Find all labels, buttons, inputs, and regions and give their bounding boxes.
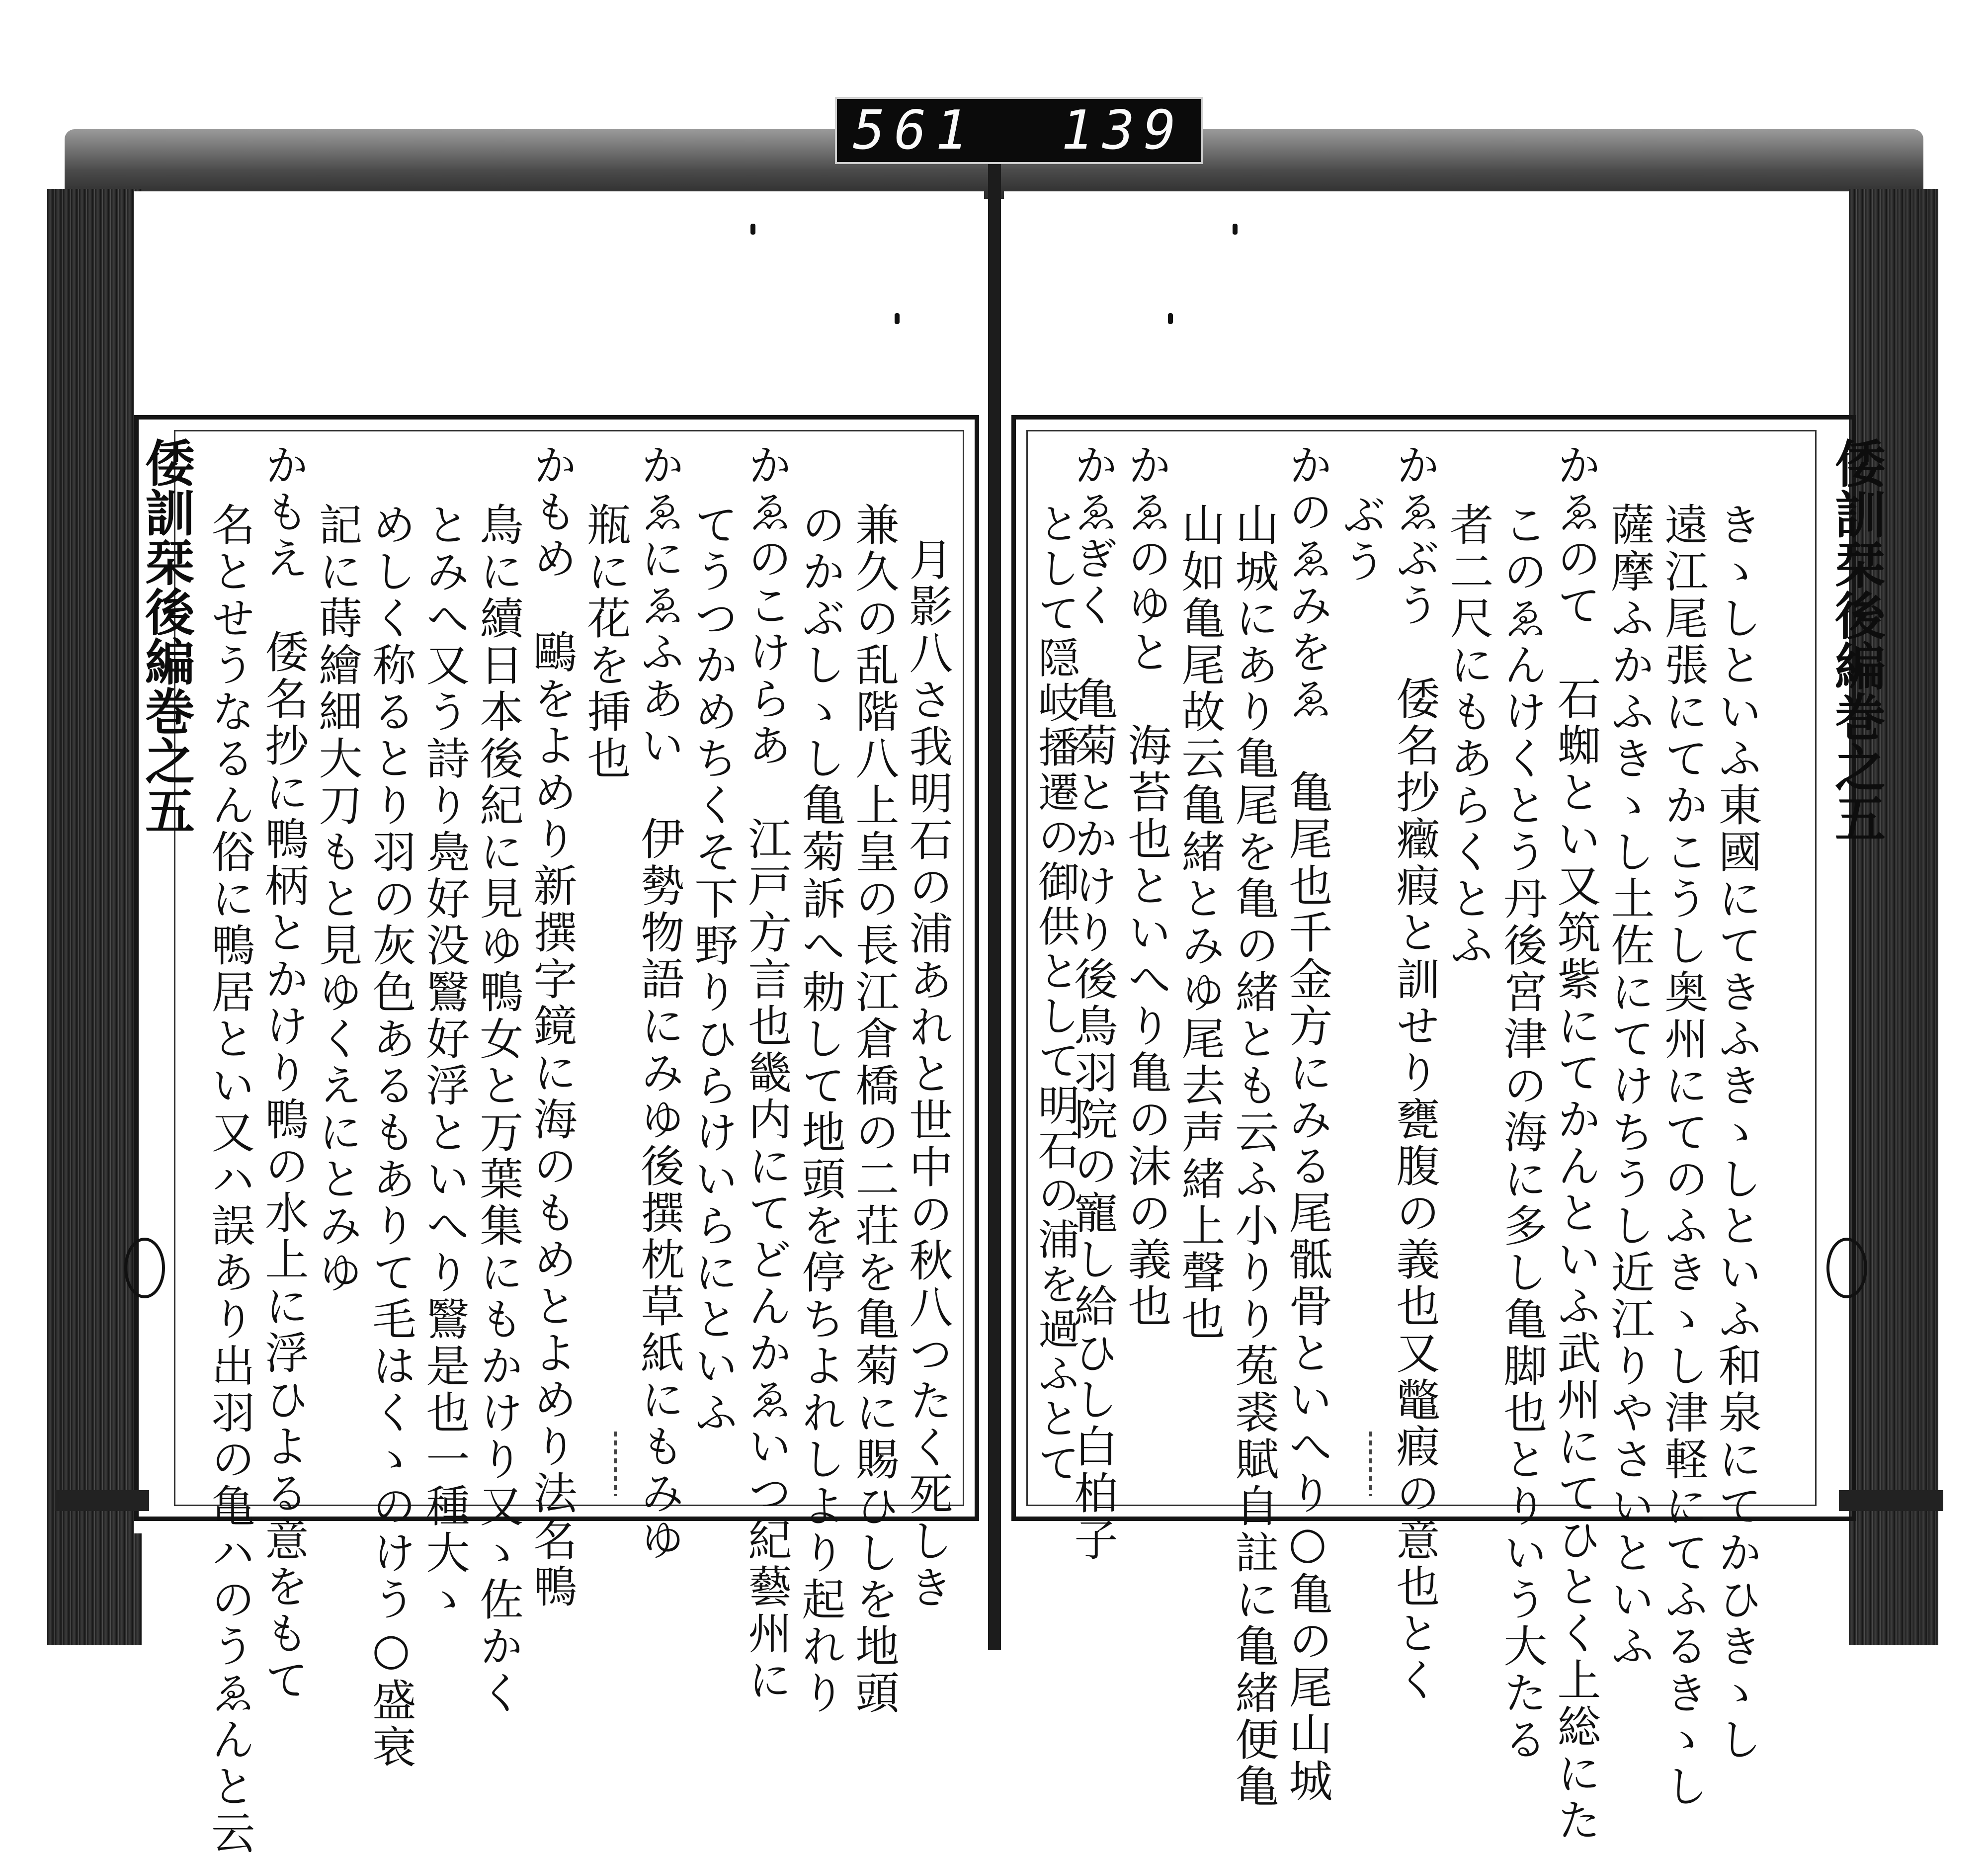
left-col-10: とみへ又う詩り鳧好没鷖好浮といへり鷖是也一種大ゝ — [419, 502, 471, 1623]
left-col-9: 鳥に續日本後紀に見ゆ鴨女と万葉集にもかけり又ゝ佐かく — [473, 502, 524, 1717]
catalog-number-b: 139 — [1061, 99, 1185, 162]
right-col-4: かゑのて 石蜘とい又筑紫にてかんといふ武州にてひとく上総にた — [1550, 442, 1602, 1844]
left-col-14: 名とせうなるん俗に鴨居とい又ハ誤あり出羽の亀ハのうゑんと云 — [204, 502, 256, 1857]
left-col-7: 瓶に花を挿也 — [580, 502, 632, 782]
right-binding-band — [1839, 1490, 1943, 1511]
right-page-stack — [1849, 189, 1938, 1645]
left-col-8: かもめ 鷗をよめり新撰字鏡に海のもめとよめり法名鴨 — [526, 442, 578, 1610]
page-edge-circle — [124, 1238, 165, 1298]
left-col-2: 兼久の乱階八上皇の長江倉橋の二荘を亀菊に賜ひしを地頭 — [848, 502, 900, 1717]
right-col-5: このゑんけくとう丹後宮津の海に多し亀脚也とりいう大たる — [1496, 502, 1548, 1764]
right-col-12: かゑのゆと 海苔也といへり亀の沫の義也 — [1121, 442, 1172, 1330]
scan-streak — [614, 1432, 617, 1496]
right-col-14: として隠岐播遷の御供として明石の浦を過ふとて — [1031, 502, 1080, 1486]
right-col-10: 山城にあり亀尾を亀の緒とも云ふ小りり菟裘賦自註に亀緒便亀 — [1228, 502, 1280, 1810]
right-col-6: 者二尺にもあらくとふ — [1443, 502, 1494, 969]
right-col-3: 薩摩ふかふきゝし土佐にてけちうし近江りやさいといふ — [1604, 502, 1656, 1670]
left-page-title: 倭訓栞後編巻之五 — [137, 437, 195, 835]
right-col-1: きゝしといふ東國にてきふきゝしといふ和泉にてかひきゝし — [1711, 502, 1763, 1764]
right-col-11: 山如亀尾故云亀緒とみゆ尾去声緒上聲也 — [1174, 502, 1226, 1343]
catalog-label — [835, 97, 1203, 164]
book-spine — [988, 159, 1001, 1650]
left-binding-band — [55, 1490, 149, 1511]
left-col-3: のかぶしゝし亀菊訴へ勅して地頭を停ちよれしより起れり — [795, 502, 846, 1717]
right-col-2: 遠江尾張にてかこうし奥州にてのふきゝし津軽にてふるきゝし — [1657, 502, 1709, 1810]
left-col-5: てうつかめちくそ下野りひらけいらにといふ — [687, 502, 739, 1436]
left-col-1: 月影八さ我明石の浦あれと世中の秋八つたく死しき — [902, 537, 954, 1611]
left-col-6: かゑにゑふあい 伊勢物語にみゆ後撰枕草紙にもみゆ — [634, 442, 685, 1564]
ink-speck — [1233, 224, 1238, 235]
scan-streak — [1369, 1432, 1372, 1496]
ink-speck — [1168, 313, 1173, 324]
right-col-13: かゑぎく 亀菊とかけり後鳥羽院の寵し給ひし白柏子 — [1067, 442, 1119, 1564]
right-col-8: ぶう — [1335, 492, 1387, 586]
left-col-12: 記に蒔繪細大刀もと見ゆくえにとみゆ — [312, 502, 363, 1296]
catalog-number-a: 561 — [853, 99, 977, 162]
left-col-4: かゑのこけらあ 江戸方言也畿内にてどんかゑいつ紀藝州に — [741, 442, 793, 1704]
right-page-title: 倭訓栞後編巻之五 — [1826, 437, 1886, 843]
left-col-13: かもえ 倭名抄に鴨柄とかけり鴨の水上に浮ひよる意をもて — [258, 442, 310, 1704]
ink-speck — [750, 224, 755, 235]
ink-speck — [895, 313, 900, 324]
left-col-11: めしく称るとり羽の灰色あるもありて毛はくゝのけう○盛衰 — [365, 502, 417, 1771]
page-edge-circle — [1826, 1238, 1867, 1298]
left-page-stack — [47, 189, 142, 1645]
right-col-9: かのゑみをゑ 亀尾也千金方にみる尾骶骨といへり○亀の尾山城 — [1282, 442, 1333, 1805]
right-col-7: かゑぶう 倭名抄癥瘕と訓せり甕腹の義也又鼈瘕の意也とく — [1389, 442, 1441, 1704]
